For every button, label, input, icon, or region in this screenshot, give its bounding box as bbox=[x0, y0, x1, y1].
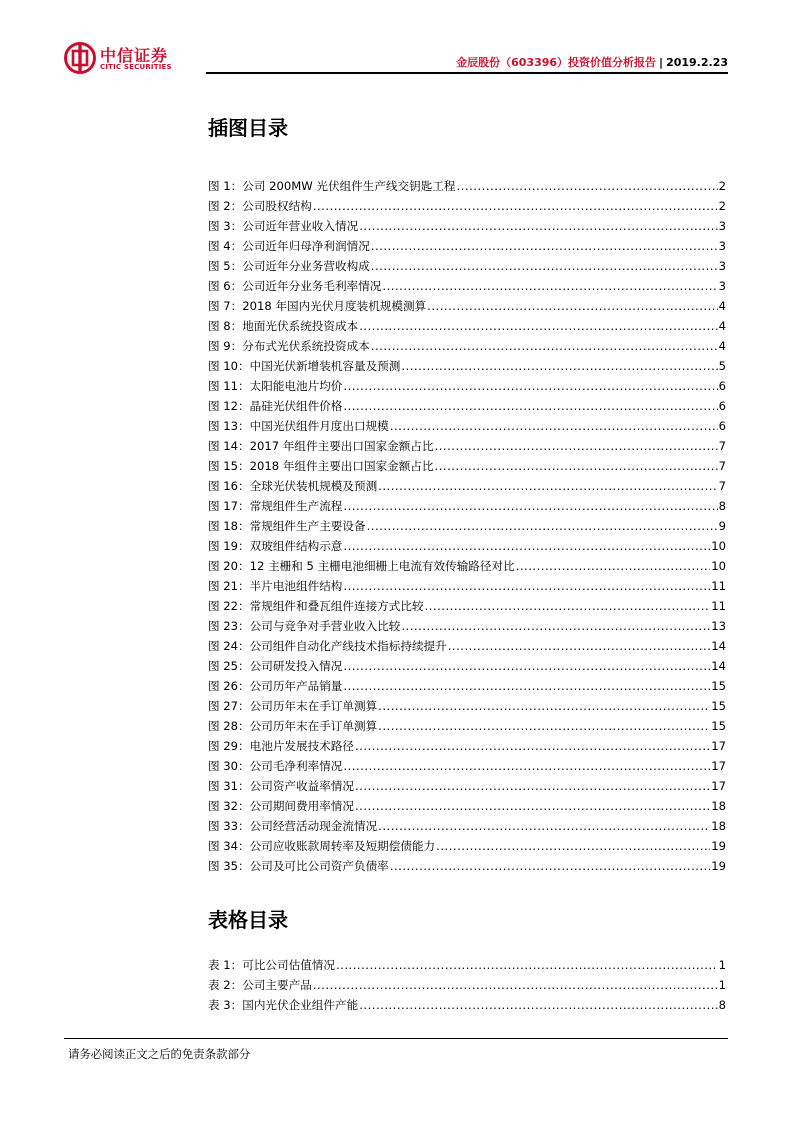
figure-entry-page: 6 bbox=[718, 419, 726, 433]
figure-entry-label: 图 21：半片电池组件结构 bbox=[208, 579, 343, 593]
figure-toc-entry[interactable] bbox=[208, 236, 726, 256]
figure-toc-entry[interactable] bbox=[208, 716, 726, 736]
figure-toc-entry[interactable] bbox=[208, 316, 726, 336]
figure-entry-label: 图 19：双玻组件结构示意 bbox=[208, 539, 343, 553]
dot-leader bbox=[343, 396, 717, 416]
figure-toc-entry[interactable] bbox=[208, 196, 726, 216]
table-entry-label: 表 2：公司主要产品 bbox=[208, 978, 312, 992]
report-date: 2019.2.23 bbox=[666, 56, 728, 69]
dot-leader bbox=[371, 256, 718, 276]
figure-entry-page: 10 bbox=[711, 559, 726, 573]
dot-leader bbox=[390, 416, 718, 436]
figure-entry-page: 7 bbox=[718, 479, 726, 493]
figure-toc-entry[interactable] bbox=[208, 756, 726, 776]
figure-toc-entry[interactable] bbox=[208, 476, 726, 496]
figure-entry-label: 图 28：公司历年末在手订单测算 bbox=[208, 719, 378, 733]
figure-toc-entry[interactable] bbox=[208, 336, 726, 356]
figure-entry-page: 19 bbox=[711, 839, 726, 853]
figure-toc-entry[interactable] bbox=[208, 276, 726, 296]
figure-entry-label: 图 3：公司近年营业收入情况 bbox=[208, 219, 359, 233]
table-toc-entry[interactable] bbox=[208, 975, 726, 995]
figure-entry-label: 图 35：公司及可比公司资产负债率 bbox=[208, 859, 389, 873]
dot-leader bbox=[355, 776, 710, 796]
company-logo bbox=[64, 42, 194, 74]
figure-toc-entry[interactable] bbox=[208, 536, 726, 556]
figure-toc-entry[interactable] bbox=[208, 356, 726, 376]
dot-leader bbox=[425, 596, 711, 616]
figure-entry-label: 图 14：2017 年组件主要出口国家金额占比 bbox=[208, 439, 434, 453]
figure-entry-label: 图 10：中国光伏新增装机容量及预测 bbox=[208, 359, 401, 373]
dot-leader bbox=[378, 696, 710, 716]
dot-leader bbox=[343, 496, 717, 516]
figure-entry-page: 6 bbox=[718, 379, 726, 393]
dot-leader bbox=[516, 556, 711, 576]
figure-entry-label: 图 11：太阳能电池片均价 bbox=[208, 379, 343, 393]
figure-entry-page: 2 bbox=[718, 179, 726, 193]
figure-toc-entry[interactable] bbox=[208, 616, 726, 636]
figure-toc-entry[interactable] bbox=[208, 396, 726, 416]
figure-entry-label: 图 31：公司资产收益率情况 bbox=[208, 779, 354, 793]
dot-leader bbox=[427, 296, 717, 316]
figure-toc-entry[interactable] bbox=[208, 856, 726, 876]
figure-entry-page: 18 bbox=[711, 819, 726, 833]
figure-toc-entry[interactable] bbox=[208, 696, 726, 716]
figure-toc-entry[interactable] bbox=[208, 296, 726, 316]
dot-leader bbox=[371, 236, 718, 256]
figure-entry-page: 13 bbox=[711, 619, 726, 633]
figure-entry-label: 图 20：12 主栅和 5 主栅电池细栅上电流有效传输路径对比 bbox=[208, 559, 515, 573]
footer-disclaimer: 请务必阅读正文之后的免责条款部分 bbox=[68, 1047, 251, 1061]
dot-leader bbox=[313, 975, 718, 995]
dot-leader bbox=[457, 176, 718, 196]
table-entry-page: 1 bbox=[718, 978, 726, 992]
figure-entry-page: 9 bbox=[718, 519, 726, 533]
figure-entry-label: 图 33：公司经营活动现金流情况 bbox=[208, 819, 378, 833]
figure-toc-entry[interactable] bbox=[208, 836, 726, 856]
figure-entry-page: 15 bbox=[711, 719, 726, 733]
figure-entry-label: 图 13：中国光伏组件月度出口规模 bbox=[208, 419, 389, 433]
figure-toc-entry[interactable] bbox=[208, 436, 726, 456]
figure-toc-entry[interactable] bbox=[208, 676, 726, 696]
dot-leader bbox=[378, 816, 710, 836]
figure-toc-entry[interactable] bbox=[208, 636, 726, 656]
dot-leader bbox=[359, 316, 717, 336]
figure-entry-page: 18 bbox=[711, 799, 726, 813]
table-entry-label: 表 3：国内光伏企业组件产能 bbox=[208, 998, 359, 1012]
figure-entry-label: 图 24：公司组件自动化产线技术指标持续提升 bbox=[208, 639, 447, 653]
figure-entry-label: 图 32：公司期间费用率情况 bbox=[208, 799, 354, 813]
figure-entry-label: 图 26：公司历年产品销量 bbox=[208, 679, 343, 693]
figure-toc-entry[interactable] bbox=[208, 516, 726, 536]
figures-toc-list bbox=[208, 176, 726, 876]
dot-leader bbox=[378, 716, 710, 736]
logo-chinese-name: 中信证券 bbox=[100, 46, 169, 65]
dot-leader bbox=[343, 576, 710, 596]
figure-entry-label: 图 4：公司近年归母净利润情况 bbox=[208, 239, 370, 253]
figure-entry-label: 图 6：公司近年分业务毛利率情况 bbox=[208, 279, 382, 293]
dot-leader bbox=[343, 536, 710, 556]
figure-entry-label: 图 8：地面光伏系统投资成本 bbox=[208, 319, 359, 333]
figure-entry-page: 10 bbox=[711, 539, 726, 553]
figure-toc-entry[interactable] bbox=[208, 736, 726, 756]
report-header bbox=[456, 54, 728, 70]
table-entry-page: 1 bbox=[718, 958, 726, 972]
figure-entry-page: 5 bbox=[718, 359, 726, 373]
figure-entry-page: 3 bbox=[718, 239, 726, 253]
figure-entry-page: 11 bbox=[711, 599, 726, 613]
figure-entry-page: 17 bbox=[711, 739, 726, 753]
figure-entry-page: 4 bbox=[718, 319, 726, 333]
dot-leader bbox=[436, 836, 710, 856]
logo-english-name: CITIC SECURITIES bbox=[100, 63, 172, 71]
figure-entry-page: 19 bbox=[711, 859, 726, 873]
header-divider bbox=[206, 72, 728, 74]
dot-leader bbox=[435, 456, 718, 476]
figure-entry-page: 14 bbox=[711, 659, 726, 673]
figure-toc-entry[interactable] bbox=[208, 496, 726, 516]
dot-leader bbox=[390, 856, 710, 876]
figure-entry-label: 图 16：全球光伏装机规模及预测 bbox=[208, 479, 378, 493]
dot-leader bbox=[371, 336, 718, 356]
dot-leader bbox=[343, 756, 710, 776]
dot-leader bbox=[359, 216, 717, 236]
figure-toc-entry[interactable] bbox=[208, 456, 726, 476]
figure-entry-label: 图 1：公司 200MW 光伏组件生产线交钥匙工程 bbox=[208, 179, 456, 193]
dot-leader bbox=[343, 376, 717, 396]
dot-leader bbox=[401, 356, 717, 376]
figure-entry-label: 图 30：公司毛净利率情况 bbox=[208, 759, 343, 773]
figure-toc-entry[interactable] bbox=[208, 256, 726, 276]
figure-toc-entry[interactable] bbox=[208, 776, 726, 796]
figure-entry-page: 3 bbox=[718, 279, 726, 293]
figure-entry-page: 11 bbox=[711, 579, 726, 593]
figure-entry-label: 图 23：公司与竞争对手营业收入比较 bbox=[208, 619, 401, 633]
figure-entry-page: 6 bbox=[718, 399, 726, 413]
figure-entry-page: 14 bbox=[711, 639, 726, 653]
figure-entry-label: 图 15：2018 年组件主要出口国家金额占比 bbox=[208, 459, 434, 473]
figure-entry-page: 15 bbox=[711, 679, 726, 693]
figure-entry-page: 4 bbox=[718, 299, 726, 313]
figure-entry-page: 8 bbox=[718, 499, 726, 513]
figure-entry-label: 图 2：公司股权结构 bbox=[208, 199, 312, 213]
dot-leader bbox=[336, 955, 718, 975]
figure-entry-label: 图 34：公司应收账款周转率及短期偿债能力 bbox=[208, 839, 436, 853]
report-title: 金辰股份（603396）投资价值分析报告 bbox=[456, 56, 657, 69]
figure-entry-page: 17 bbox=[711, 779, 726, 793]
table-entry-label: 表 1：可比公司估值情况 bbox=[208, 958, 335, 972]
figure-toc-entry[interactable] bbox=[208, 816, 726, 836]
figure-entry-page: 4 bbox=[718, 339, 726, 353]
figure-entry-label: 图 9：分布式光伏系统投资成本 bbox=[208, 339, 370, 353]
citic-logo-icon bbox=[64, 42, 96, 74]
figure-entry-page: 3 bbox=[718, 219, 726, 233]
figure-entry-page: 15 bbox=[711, 699, 726, 713]
figure-toc-entry[interactable] bbox=[208, 376, 726, 396]
dot-leader bbox=[448, 636, 711, 656]
figure-toc-entry[interactable] bbox=[208, 576, 726, 596]
tables-section-title: 表格目录 bbox=[208, 908, 288, 932]
figure-entry-label: 图 17：常规组件生产流程 bbox=[208, 499, 343, 513]
figure-entry-page: 2 bbox=[718, 199, 726, 213]
figure-entry-page: 17 bbox=[711, 759, 726, 773]
figures-section-title: 插图目录 bbox=[208, 116, 288, 140]
dot-leader bbox=[313, 196, 718, 216]
figure-entry-label: 图 29：电池片发展技术路径 bbox=[208, 739, 354, 753]
table-toc-entry[interactable] bbox=[208, 955, 726, 975]
figure-entry-label: 图 7：2018 年国内光伏月度装机规模测算 bbox=[208, 299, 427, 313]
dot-leader bbox=[367, 516, 718, 536]
table-entry-page: 8 bbox=[718, 998, 726, 1012]
dot-leader bbox=[382, 276, 717, 296]
dot-leader bbox=[401, 616, 710, 636]
figure-entry-page: 7 bbox=[718, 459, 726, 473]
tables-toc-list bbox=[208, 955, 726, 1015]
figure-entry-label: 图 22：常规组件和叠瓦组件连接方式比较 bbox=[208, 599, 424, 613]
footer-divider bbox=[64, 1038, 728, 1039]
figure-entry-label: 图 18：常规组件生产主要设备 bbox=[208, 519, 366, 533]
table-toc-entry[interactable] bbox=[208, 995, 726, 1015]
figure-toc-entry[interactable] bbox=[208, 416, 726, 436]
header-separator: | bbox=[659, 56, 664, 69]
dot-leader bbox=[435, 436, 718, 456]
figure-toc-entry[interactable] bbox=[208, 556, 726, 576]
figure-toc-entry[interactable] bbox=[208, 596, 726, 616]
figure-entry-label: 图 12：晶硅光伏组件价格 bbox=[208, 399, 343, 413]
figure-entry-label: 图 25：公司研发投入情况 bbox=[208, 659, 343, 673]
figure-entry-label: 图 5：公司近年分业务营收构成 bbox=[208, 259, 370, 273]
dot-leader bbox=[343, 676, 710, 696]
dot-leader bbox=[359, 995, 717, 1015]
figure-entry-page: 7 bbox=[718, 439, 726, 453]
figure-entry-label: 图 27：公司历年末在手订单测算 bbox=[208, 699, 378, 713]
figure-toc-entry[interactable] bbox=[208, 216, 726, 236]
dot-leader bbox=[343, 656, 710, 676]
figure-entry-page: 3 bbox=[718, 259, 726, 273]
figure-toc-entry[interactable] bbox=[208, 176, 726, 196]
dot-leader bbox=[355, 796, 710, 816]
figure-toc-entry[interactable] bbox=[208, 656, 726, 676]
dot-leader bbox=[378, 476, 717, 496]
figure-toc-entry[interactable] bbox=[208, 796, 726, 816]
dot-leader bbox=[355, 736, 710, 756]
